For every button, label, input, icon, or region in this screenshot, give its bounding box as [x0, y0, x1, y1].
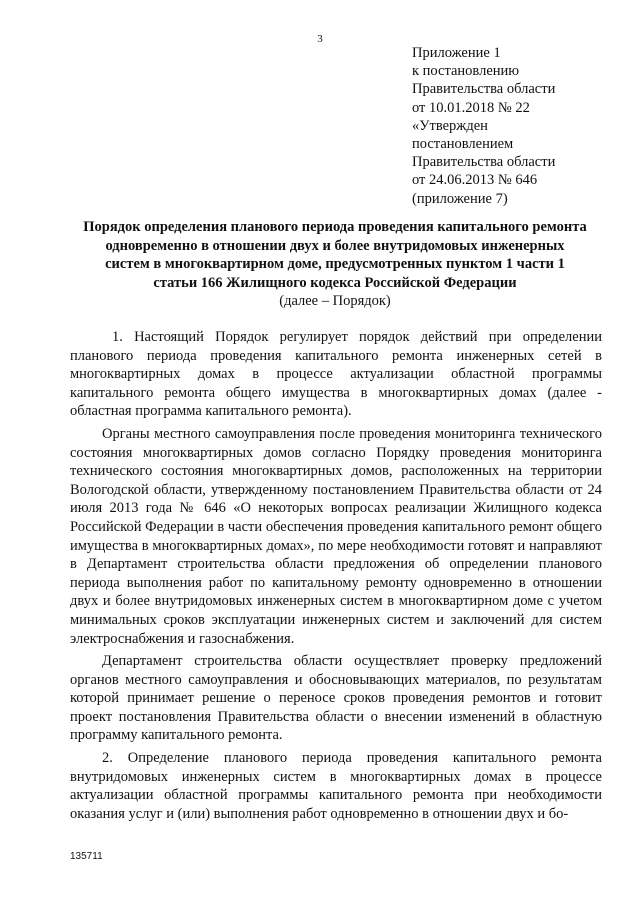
appendix-line: (приложение 7) — [412, 190, 508, 207]
title-line: систем в многоквартирном доме, предусмотренных пунктом 1 части 1 — [105, 256, 565, 272]
appendix-block — [412, 44, 627, 208]
footer-code: 135711 — [70, 851, 103, 862]
appendix-line: «Утвержден — [412, 117, 488, 134]
appendix-line: от 10.01.2018 № 22 — [412, 99, 530, 116]
paragraph: Органы местного самоуправления после проведения мониторинга технического состояния многоквартирных домов согласно Порядку проведения мониторинга технического состояния многоквартирных домов, расположенных на территории Вологодской области, утвержденному постановлением Правительства области от 24 июля 2013 года № 646 «О некоторых вопросах реализации Жилищного кодекса Российской Федерации в части обеспечения проведения капитального ремонт общего имущества в многоквартирных домах», по мере необходимости готовят и направляют в Департамент строительства области предложения об определении планового периода выполнения работ по капитальному ремонту одновременно в отношении двух и более внутридомовых инженерных систем в многоквартирном доме с учетом минимальных сроков эксплуатации инженерных систем и заключений для систем электроснабжения и газоснабжения. — [70, 425, 602, 647]
appendix-line: Правительства области — [412, 154, 556, 171]
document-body — [70, 328, 602, 823]
appendix-line: к постановлению — [412, 63, 520, 80]
title-subtitle: (далее – Порядок) — [279, 293, 391, 309]
page-number: 3 — [317, 33, 323, 45]
paragraph: 2. Определение планового периода проведения капитального ремонта внутридомовых инженерных систем в многоквартирных домах в процессе актуализации областной программы капитального ремонта при необходимости оказания услуг и (или) выполнения работ одновременно в отношении двух и бо- — [70, 750, 602, 822]
paragraph: Департамент строительства области осуществляет проверку предложений органов местного самоуправления и обосновывающих материалов, по результатам которой принимает решение о переносе сроков проведения ремонтов и готовит проект постановления Правительства области о внесении изменений в областную программу капитального ремонта. — [70, 653, 602, 744]
appendix-line: Правительства области — [412, 81, 556, 98]
appendix-line: постановлением — [412, 136, 514, 153]
title-line: статьи 166 Жилищного кодекса Российской Федерации — [153, 274, 517, 291]
document-title — [40, 218, 630, 311]
appendix-line: от 24.06.2013 № 646 — [412, 172, 538, 189]
paragraph: 1. Настоящий Порядок регулирует порядок действий при определении планового периода проведения капитального ремонта инженерных сетей в многоквартирных домах в процессе актуализации областной программы капитального ремонта общего имущества в многоквартирных домах (далее - областная программа капитального ремонта). — [70, 329, 602, 420]
appendix-line: Приложение 1 — [412, 45, 501, 61]
title-line: Порядок определения планового периода проведения капитального ремонта — [83, 219, 587, 235]
title-line: одновременно в отношении двух и более внутридомовых инженерных — [105, 237, 565, 254]
